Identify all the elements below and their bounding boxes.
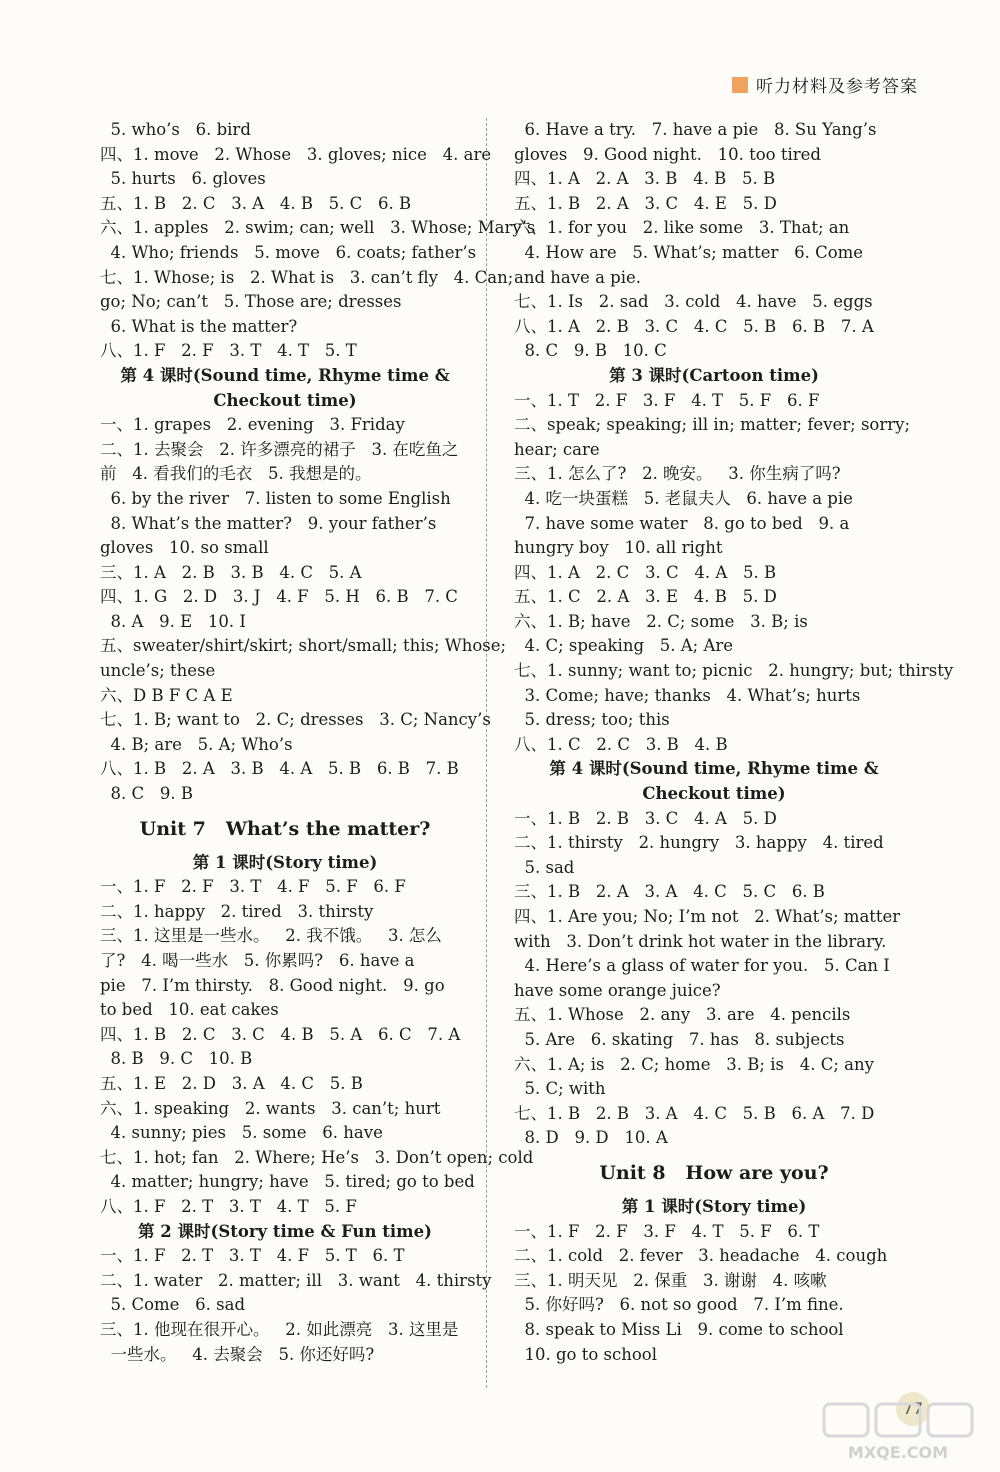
answer-line: 一、1. T 2. F 3. F 4. T 5. F 6. F <box>514 390 820 410</box>
answer-line: 8. D 9. D 10. A <box>514 1128 668 1148</box>
answer-line: 四、1. G 2. D 3. J 4. F 5. H 6. B 7. C <box>100 587 458 607</box>
page-header <box>732 72 918 97</box>
answer-line: 六、1. speaking 2. wants 3. can’t; hurt <box>100 1098 441 1118</box>
answer-line: 一些水。 4. 去聚会 5. 你还好吗? <box>100 1344 375 1364</box>
answer-line: 5. sad <box>514 857 575 877</box>
lesson-heading: 第 3 课时(Cartoon time) <box>609 365 819 385</box>
answer-line: 七、1. B; want to 2. C; dresses 3. C; Nancy’s <box>100 710 491 730</box>
answer-line: 7. have some water 8. go to bed 9. a <box>514 513 850 533</box>
answer-line: 5. C; with <box>514 1079 606 1099</box>
answer-line: gloves 10. so small <box>100 538 269 558</box>
lesson-heading: 第 1 课时(Story time) <box>192 852 378 872</box>
answer-line: gloves 9. Good night. 10. too tired <box>514 144 821 164</box>
answer-line: 七、1. sunny; want to; picnic 2. hungry; but; thirsty <box>514 661 954 681</box>
answer-line: 四、1. B 2. C 3. C 4. B 5. A 6. C 7. A <box>100 1024 461 1044</box>
answer-line: 5. who’s 6. bird <box>100 120 251 139</box>
answer-line: 三、1. 怎么了? 2. 晚安。 3. 你生病了吗? <box>514 464 841 484</box>
answer-column-right <box>514 118 954 1367</box>
answer-line: have some orange juice? <box>514 980 721 1000</box>
answer-line: 六、1. A; is 2. C; home 3. B; is 4. C; any <box>514 1054 874 1074</box>
answer-line: 5. 你好吗? 6. not so good 7. I’m fine. <box>514 1295 844 1315</box>
answer-line: 一、1. grapes 2. evening 3. Friday <box>100 415 405 435</box>
lesson-heading: 第 4 课时(Sound time, Rhyme time & <box>120 365 450 385</box>
answer-column-left <box>100 118 536 1367</box>
header-title: 听力材料及参考答案 <box>756 77 918 97</box>
answer-line: pie 7. I’m thirsty. 8. Good night. 9. go <box>100 975 445 995</box>
answer-line: 六、1. for you 2. like some 3. That; an <box>514 218 850 238</box>
answer-line: 三、1. 这里是一些水。 2. 我不饿。 3. 怎么 <box>100 926 442 946</box>
column-divider <box>486 118 487 1388</box>
answer-line: 一、1. B 2. B 3. C 4. A 5. D <box>514 808 777 828</box>
answer-line: 四、1. A 2. A 3. B 4. B 5. B <box>514 169 776 189</box>
answer-line: 了? 4. 喝一些水 5. 你累吗? 6. have a <box>100 951 415 970</box>
answer-line: 8. A 9. E 10. I <box>100 611 246 631</box>
answer-line: with 3. Don’t drink hot water in the library. <box>514 931 887 951</box>
answer-line: 6. by the river 7. listen to some English <box>100 488 451 508</box>
answer-line: 八、1. B 2. A 3. B 4. A 5. B 6. B 7. B <box>100 759 459 779</box>
answer-line: 七、1. B 2. B 3. A 4. C 5. B 6. A 7. D <box>514 1103 875 1123</box>
lesson-heading: Checkout time) <box>213 390 357 410</box>
answer-line: 五、1. B 2. A 3. C 4. E 5. D <box>514 193 777 213</box>
answer-line: 4. C; speaking 5. A; Are <box>514 636 734 656</box>
answer-line: 5. Are 6. skating 7. has 8. subjects <box>514 1029 845 1049</box>
lesson-heading: Checkout time) <box>642 784 786 804</box>
answer-line: 一、1. F 2. T 3. T 4. F 5. T 6. T <box>100 1246 405 1266</box>
answer-line: 二、1. happy 2. tired 3. thirsty <box>100 901 374 921</box>
answer-line: 4. matter; hungry; have 5. tired; go to bed <box>100 1172 475 1192</box>
answer-line: 5. Come 6. sad <box>100 1295 246 1315</box>
answer-line: 四、1. Are you; No; I’m not 2. What’s; matter <box>514 907 901 926</box>
answer-line: 前 4. 看我们的毛衣 5. 我想是的。 <box>100 464 372 484</box>
answer-line: 5. hurts 6. gloves <box>100 169 266 189</box>
answer-line: 二、speak; speaking; ill in; matter; fever; sorry; <box>514 415 911 435</box>
answer-line: 二、1. 去聚会 2. 许多漂亮的裙子 3. 在吃鱼之 <box>100 439 459 459</box>
answer-line: 六、1. apples 2. swim; can; well 3. Whose; Mary’s <box>100 218 536 238</box>
answer-line: 二、1. thirsty 2. hungry 3. happy 4. tired <box>514 833 884 853</box>
answer-line: 一、1. F 2. F 3. F 4. T 5. F 6. T <box>514 1221 820 1241</box>
answer-line: 4. 吃一块蛋糕 5. 老鼠夫人 6. have a pie <box>514 488 853 508</box>
answer-line: 三、1. A 2. B 3. B 4. C 5. A <box>100 562 362 582</box>
answer-line: 4. How are 5. What’s; matter 6. Come <box>514 242 864 262</box>
answer-line: 二、1. water 2. matter; ill 3. want 4. thirsty <box>100 1270 492 1290</box>
answer-line: 一、1. F 2. F 3. T 4. F 5. F 6. F <box>100 877 406 897</box>
answer-line: 八、1. F 2. F 3. T 4. T 5. T <box>100 341 357 361</box>
answer-line: 五、1. C 2. A 3. E 4. B 5. D <box>514 587 777 607</box>
lesson-heading: 第 1 课时(Story time) <box>621 1196 807 1216</box>
answer-line: hungry boy 10. all right <box>514 538 723 558</box>
answer-line: 七、1. Whose; is 2. What is 3. can’t fly 4. Can; <box>100 267 514 287</box>
answer-line: uncle’s; these <box>100 661 216 681</box>
answer-line: 五、sweater/shirt/skirt; short/small; this; Whose; <box>100 636 507 656</box>
answer-line: 三、1. B 2. A 3. A 4. C 5. C 6. B <box>514 882 825 902</box>
answer-line: 8. What’s the matter? 9. your father’s <box>100 513 437 533</box>
answer-line: 4. B; are 5. A; Who’s <box>100 734 293 754</box>
answer-line: 六、D B F C A E <box>100 685 233 705</box>
answer-line: 六、1. B; have 2. C; some 3. B; is <box>514 611 808 631</box>
answer-line: 8. C 9. B <box>100 784 193 804</box>
answer-line: 10. go to school <box>514 1344 658 1364</box>
answer-line: 8. B 9. C 10. B <box>100 1049 253 1069</box>
answer-line: 七、1. hot; fan 2. Where; He’s 3. Don’t open; cold <box>100 1147 534 1167</box>
answer-line: 三、1. 明天见 2. 保重 3. 谢谢 4. 咳嗽 <box>514 1270 827 1290</box>
answer-line: 5. dress; too; this <box>514 710 670 730</box>
answer-line: 四、1. A 2. C 3. C 4. A 5. B <box>514 562 777 582</box>
answer-line: hear; care <box>514 439 600 459</box>
answer-line: 4. Here’s a glass of water for you. 5. Can I <box>514 956 890 976</box>
answer-line: 八、1. F 2. T 3. T 4. T 5. F <box>100 1196 357 1216</box>
watermark-logo <box>818 1400 978 1464</box>
answer-line: go; No; can’t 5. Those are; dresses <box>100 292 402 312</box>
answer-line: 6. Have a try. 7. have a pie 8. Su Yang’s <box>514 120 877 139</box>
lesson-heading: 第 4 课时(Sound time, Rhyme time & <box>549 759 879 779</box>
answer-line: to bed 10. eat cakes <box>100 1000 279 1020</box>
answer-line: 八、1. C 2. C 3. B 4. B <box>514 734 728 754</box>
unit-heading: Unit 8 How are you? <box>599 1161 829 1184</box>
answer-line: 七、1. Is 2. sad 3. cold 4. have 5. eggs <box>514 292 873 312</box>
answer-line: 4. sunny; pies 5. some 6. have <box>100 1123 383 1143</box>
header-square-icon <box>732 77 748 93</box>
answer-line: 8. C 9. B 10. C <box>514 341 667 361</box>
answer-line: 3. Come; have; thanks 4. What’s; hurts <box>514 685 861 705</box>
answer-line: 五、1. Whose 2. any 3. are 4. pencils <box>514 1005 851 1025</box>
answer-line: 五、1. B 2. C 3. A 4. B 5. C 6. B <box>100 193 412 213</box>
answer-line: 4. Who; friends 5. move 6. coats; father’s <box>100 242 477 262</box>
answer-line: 八、1. A 2. B 3. C 4. C 5. B 6. B 7. A <box>514 316 874 336</box>
page-number: 77 <box>896 1392 930 1426</box>
answer-line: 8. speak to Miss Li 9. come to school <box>514 1319 844 1339</box>
answer-line: 二、1. cold 2. fever 3. headache 4. cough <box>514 1246 888 1266</box>
answer-line: 6. What is the matter? <box>100 316 298 336</box>
unit-heading: Unit 7 What’s the matter? <box>139 817 431 840</box>
watermark-text: MXQE.COM <box>847 1443 949 1462</box>
answer-line: 四、1. move 2. Whose 3. gloves; nice 4. are <box>100 144 492 164</box>
lesson-heading: 第 2 课时(Story time & Fun time) <box>138 1221 432 1241</box>
answer-line: and have a pie. <box>514 267 641 287</box>
answer-line: 五、1. E 2. D 3. A 4. C 5. B <box>100 1073 363 1093</box>
answer-line: 三、1. 他现在很开心。 2. 如此漂亮 3. 这里是 <box>100 1319 459 1339</box>
